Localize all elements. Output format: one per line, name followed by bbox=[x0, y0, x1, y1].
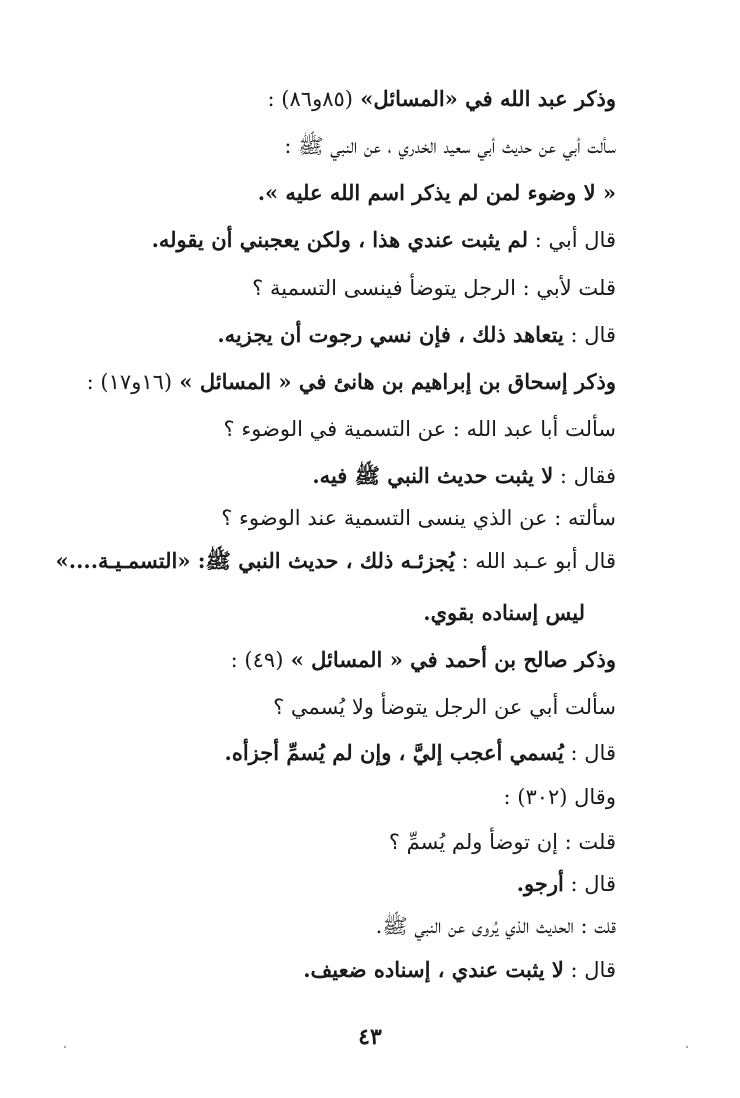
line-segment: (٤٩) : bbox=[230, 648, 284, 672]
line-segment: يُجزئـه ذلك ، حديث النبي ﷺ: «التسمـيـة....» bbox=[55, 548, 455, 573]
line-segment: قال : bbox=[563, 872, 616, 896]
text-line bbox=[252, 273, 616, 303]
text-line bbox=[221, 503, 616, 533]
line-segment: أرجو. bbox=[516, 871, 564, 896]
line-segment: وذكر عبد الله في «المسائل» bbox=[352, 86, 616, 111]
text-line bbox=[284, 131, 616, 161]
text-line bbox=[389, 827, 616, 857]
line-segment: قال أبو عـبد الله : bbox=[454, 549, 616, 573]
line-segment: سألته : عن الذي ينسى التسمية عند الوضوء ؟ bbox=[221, 506, 616, 530]
text-line bbox=[423, 598, 585, 628]
line-segment: قال : bbox=[563, 741, 616, 765]
line-segment: لا يثبت حديث النبي ﷺ فيه. bbox=[312, 463, 554, 488]
text-line bbox=[268, 84, 616, 114]
text-line bbox=[517, 869, 616, 899]
line-segment: وذكر إسحاق بن إبراهيم بن هانئ في « المسائل » bbox=[172, 369, 616, 394]
text-line bbox=[303, 955, 616, 985]
line-segment: ليس إسناده بقوي. bbox=[423, 600, 585, 625]
line-segment: وذكر صالح بن أحمد في « المسائل » bbox=[283, 647, 616, 672]
text-line bbox=[56, 546, 616, 576]
line-segment: « لا وضوء لمن لم يذكر اسم الله عليه ». bbox=[257, 180, 616, 205]
text-line bbox=[503, 782, 616, 812]
scan-speck bbox=[686, 1046, 688, 1048]
text-line bbox=[224, 414, 616, 444]
line-segment: سألت أبا عبد الله : عن التسمية في الوضوء ؟ bbox=[223, 417, 616, 441]
text-line bbox=[376, 911, 616, 941]
line-segment: يُسمي أعجب إليَّ ، وإن لم يُسمِّ أجزأه. bbox=[224, 740, 564, 765]
line-segment: قال أبي : bbox=[528, 228, 616, 252]
text-line bbox=[87, 367, 616, 397]
text-line bbox=[258, 178, 616, 208]
line-segment: قلت لأبي : الرجل يتوضأ فينسى التسمية ؟ bbox=[252, 276, 616, 300]
text-line bbox=[152, 225, 616, 255]
line-segment: يتعاهد ذلك ، فإن نسي رجوت أن يجزيه. bbox=[217, 322, 564, 347]
line-segment: قلت : إن توضأ ولم يُسمِّ ؟ bbox=[388, 830, 616, 854]
line-segment: قلت : الحديث الذي يُروى عن النبي ﷺ. bbox=[375, 914, 616, 938]
text-line bbox=[225, 738, 616, 768]
text-line bbox=[312, 461, 616, 491]
text-line bbox=[217, 320, 616, 350]
line-segment: (١٦و١٧) : bbox=[86, 370, 173, 394]
scan-speck bbox=[64, 1046, 66, 1048]
line-segment: (٨٥و٨٦) : bbox=[267, 87, 353, 111]
line-segment: قال : bbox=[563, 323, 616, 347]
line-segment: قال : bbox=[563, 958, 616, 982]
line-segment: سألت أبي عن حديث أبي سعيد الخدري ، عن النبي ﷺ : bbox=[284, 134, 616, 158]
text-line bbox=[231, 645, 616, 675]
line-segment: لم يثبت عندي هذا ، ولكن يعجبني أن يقوله. bbox=[151, 227, 529, 252]
line-segment: سألت أبي عن الرجل يتوضأ ولا يُسمي ؟ bbox=[273, 695, 616, 719]
line-segment: لا يثبت عندي ، إسناده ضعيف. bbox=[303, 957, 564, 982]
page-number: ٤٣ bbox=[358, 1024, 382, 1050]
text-line bbox=[273, 692, 616, 722]
line-segment: فقال : bbox=[553, 464, 616, 488]
line-segment: وقال (٣٠٢) : bbox=[503, 785, 616, 809]
